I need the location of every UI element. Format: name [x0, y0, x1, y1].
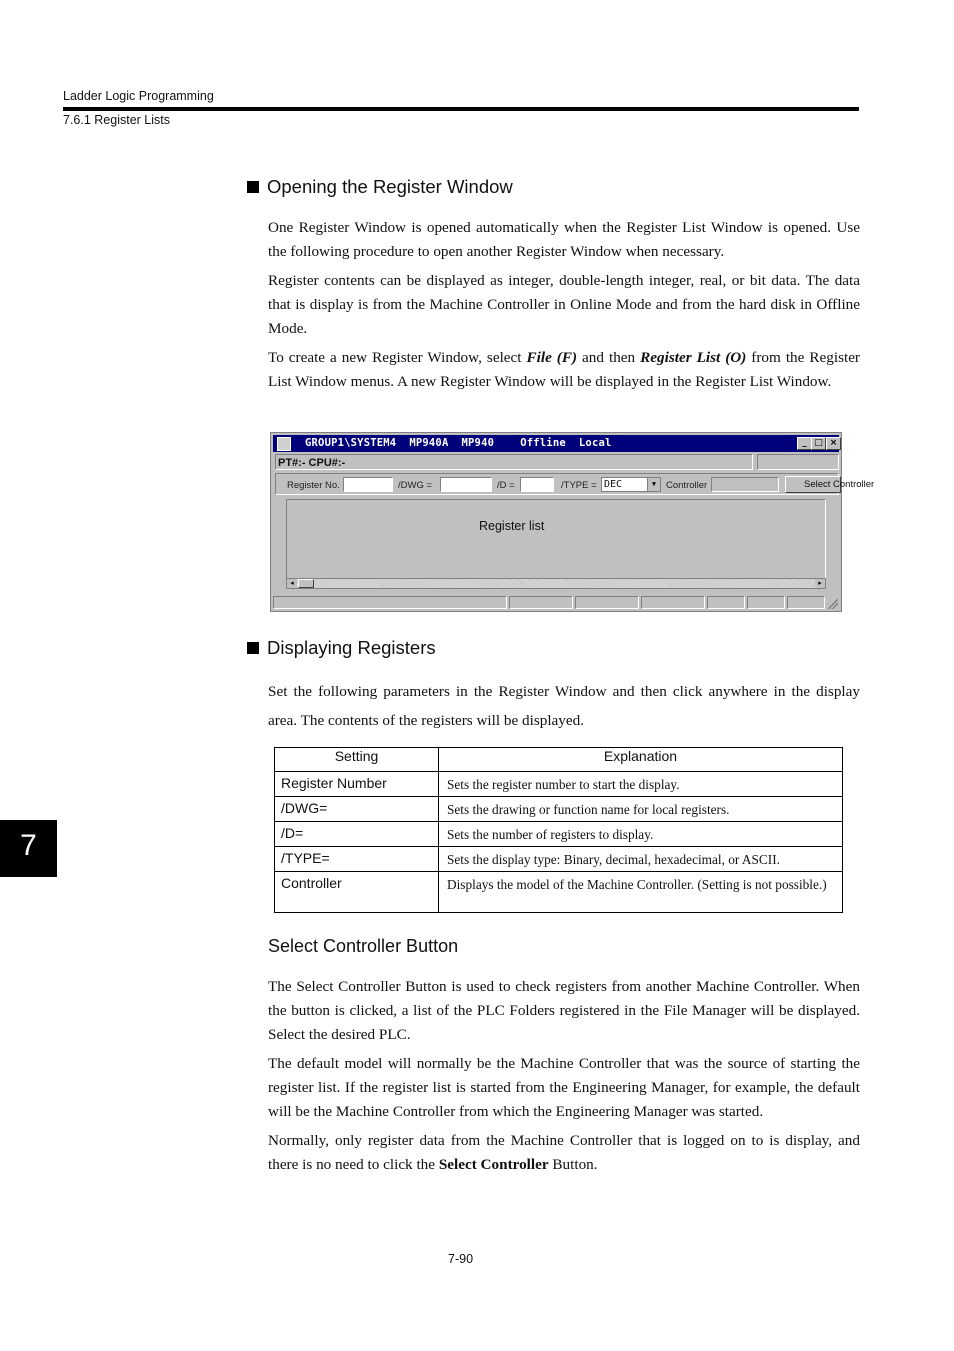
- resize-grip-icon[interactable]: [828, 599, 838, 609]
- app-icon: [277, 437, 291, 451]
- close-button[interactable]: ×: [826, 437, 841, 450]
- status-field: [757, 454, 839, 470]
- setting-cell: Register Number: [275, 772, 439, 797]
- table-row: [275, 797, 843, 822]
- setting-cell: Controller: [275, 872, 439, 913]
- status-cell: [707, 596, 745, 609]
- table-row: [275, 822, 843, 847]
- status-cell: [787, 596, 825, 609]
- explanation-cell: Displays the model of the Machine Controller. (Setting is not possible.): [439, 872, 843, 913]
- minimize-button[interactable]: _: [797, 437, 812, 450]
- square-bullet-icon: [247, 181, 259, 193]
- text-span: from the Register List Window menus. A new Register Window will be displayed in the Register List Window.: [268, 349, 860, 390]
- horizontal-scrollbar[interactable]: [286, 578, 826, 589]
- chapter-tab: 7: [0, 820, 57, 877]
- section2-body: [268, 677, 860, 735]
- status-bar: [273, 596, 839, 610]
- square-bullet-icon: [247, 642, 259, 654]
- text-span: and then: [577, 349, 641, 366]
- status-cell: [509, 596, 573, 609]
- setting-cell: /TYPE=: [275, 847, 439, 872]
- status-cell: [575, 596, 639, 609]
- type-select-value: DEC: [604, 479, 623, 490]
- type-label: /TYPE =: [561, 480, 597, 491]
- section-heading-displaying: [247, 637, 436, 659]
- register-no-label: Register No.: [287, 480, 340, 491]
- d-input[interactable]: [520, 477, 554, 492]
- paragraph: [268, 1129, 860, 1177]
- register-list-label: Register list: [479, 519, 545, 533]
- status-cell: [641, 596, 705, 609]
- explanation-cell: Sets the display type: Binary, decimal, hexadecimal, or ASCII.: [439, 847, 843, 872]
- type-select[interactable]: [601, 477, 661, 492]
- register-no-input[interactable]: [343, 477, 393, 492]
- explanation-cell: Sets the drawing or function name for local registers.: [439, 797, 843, 822]
- column-header: Setting: [275, 748, 439, 772]
- running-header-chapter: Ladder Logic Programming: [63, 89, 214, 103]
- table-row: [275, 847, 843, 872]
- section1-body: [268, 216, 860, 394]
- status-cell: [747, 596, 785, 609]
- subsection-heading-select-controller: Select Controller Button: [268, 936, 459, 956]
- controller-field: [711, 477, 779, 492]
- dwg-input[interactable]: [440, 477, 492, 492]
- setting-cell: /D=: [275, 822, 439, 847]
- section3-body: [268, 975, 860, 1177]
- section-heading-text: Opening the Register Window: [267, 176, 513, 197]
- controller-label: Controller: [666, 480, 708, 491]
- d-label: /D =: [497, 480, 515, 491]
- scroll-right-icon[interactable]: ▸: [815, 579, 825, 588]
- paragraph: Set the following parameters in the Register Window and then click anywhere in the display area. The contents of the registers will be displayed.: [268, 683, 860, 729]
- section-heading-text: Displaying Registers: [267, 637, 436, 658]
- paragraph: [268, 346, 860, 394]
- section-heading-opening: [247, 176, 513, 198]
- setting-cell: /DWG=: [275, 797, 439, 822]
- explanation-cell: Sets the number of registers to display.: [439, 822, 843, 847]
- status-cell: [273, 596, 507, 609]
- scroll-left-icon[interactable]: ◂: [287, 579, 297, 588]
- maximize-button[interactable]: □: [811, 437, 826, 450]
- explanation-cell: Sets the register number to start the display.: [439, 772, 843, 797]
- header-rule: [63, 107, 859, 111]
- text-span: Button.: [548, 1156, 598, 1173]
- menu-name-file: File (F): [526, 349, 578, 366]
- scroll-thumb[interactable]: [298, 579, 314, 588]
- text-span: Normally, only register data from the Machine Controller that is logged on to is display, and there is no need to click the: [268, 1132, 860, 1173]
- table-header-row: [275, 748, 843, 772]
- settings-table: [274, 747, 843, 913]
- dwg-label: /DWG =: [398, 480, 433, 491]
- register-window-screenshot: [270, 432, 875, 612]
- register-list-area[interactable]: [286, 499, 826, 579]
- running-header-section: 7.6.1 Register Lists: [63, 113, 170, 127]
- page-number: 7-90: [448, 1252, 474, 1266]
- window-titlebar[interactable]: [273, 435, 839, 452]
- select-controller-button[interactable]: Select Controller: [785, 476, 841, 493]
- table-row: [275, 872, 843, 913]
- paragraph: The default model will normally be the Machine Controller that was the source of starting the register list. If the register list is started from the Engineering Manager, for example, the default will be the Machine Controller from which the Engineering Manager was started.: [268, 1055, 860, 1120]
- pt-cpu-field: PT#:- CPU#:-: [275, 454, 753, 470]
- paragraph: The Select Controller Button is used to check registers from another Machine Controller. When the button is clicked, a list of the PLC Folders registered in the File Manager will be displayed. Select the desired PLC.: [268, 978, 860, 1043]
- menu-name-register-list: Register List (O): [640, 349, 747, 366]
- window-title: GROUP1\SYSTEM4 MP940A MP940 Offline Local: [305, 437, 612, 449]
- column-header: Explanation: [439, 748, 843, 772]
- table-row: [275, 772, 843, 797]
- paragraph: One Register Window is opened automatically when the Register List Window is opened. Use the following procedure to open another Register Window when necessary.: [268, 219, 860, 260]
- chevron-down-icon[interactable]: ▼: [647, 478, 660, 491]
- button-name-select-controller: Select Controller: [438, 1156, 549, 1173]
- paragraph: Register contents can be displayed as integer, double-length integer, real, or bit data. The data that is display is from the Machine Controller in Online Mode and from the hard disk in Offline Mode.: [268, 272, 860, 337]
- text-span: To create a new Register Window, select: [268, 349, 527, 366]
